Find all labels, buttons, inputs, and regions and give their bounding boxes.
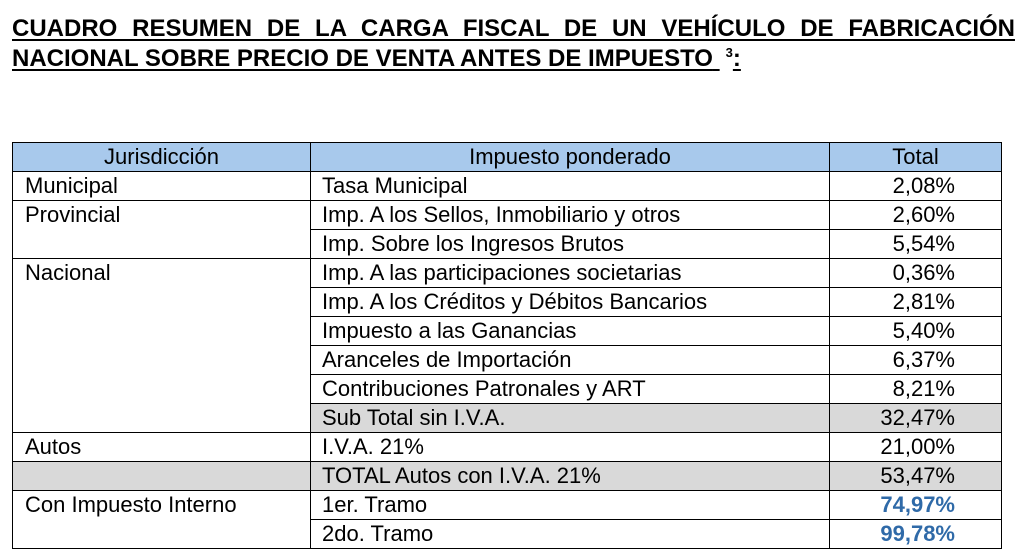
title-line-2: NACIONAL SOBRE PRECIO DE VENTA ANTES DE IMPUESTO $^3$: bbox=[12, 45, 741, 72]
title-line-1: CUADRO RESUMEN DE LA CARGA FISCAL DE UN VEHÍCULO DE FABRICACIÓN bbox=[12, 15, 1015, 42]
jurisdiccion-cell: Nacional bbox=[13, 259, 311, 288]
total-cell: 32,47% bbox=[830, 404, 1002, 433]
jurisdiccion-cell: Municipal bbox=[13, 172, 311, 201]
jurisdiccion-cell: Con Impuesto Interno bbox=[13, 491, 311, 520]
subtotal-row bbox=[13, 404, 1002, 433]
impuesto-cell: Imp. Sobre los Ingresos Brutos bbox=[311, 230, 830, 259]
total-cell: 8,21% bbox=[830, 375, 1002, 404]
impuesto-cell: Contribuciones Patronales y ART bbox=[311, 375, 830, 404]
total-row bbox=[13, 462, 1002, 491]
jurisdiccion-cell bbox=[13, 317, 311, 346]
jurisdiccion-cell bbox=[13, 520, 311, 549]
total-cell: 74,97% bbox=[830, 491, 1002, 520]
table-row bbox=[13, 346, 1002, 375]
table-header-row bbox=[13, 143, 1002, 172]
table-row bbox=[13, 520, 1002, 549]
table-row bbox=[13, 201, 1002, 230]
table-row bbox=[13, 491, 1002, 520]
impuesto-cell: Imp. A los Créditos y Débitos Bancarios bbox=[311, 288, 830, 317]
impuesto-cell: Aranceles de Importación bbox=[311, 346, 830, 375]
title-colon: : bbox=[732, 45, 741, 72]
jurisdiccion-cell: Autos bbox=[13, 433, 311, 462]
total-cell: 6,37% bbox=[830, 346, 1002, 375]
jurisdiccion-cell bbox=[13, 404, 311, 433]
jurisdiccion-cell bbox=[13, 346, 311, 375]
impuesto-cell: 1er. Tramo bbox=[311, 491, 830, 520]
total-cell: 2,81% bbox=[830, 288, 1002, 317]
jurisdiccion-cell bbox=[13, 288, 311, 317]
total-cell: 99,78% bbox=[830, 520, 1002, 549]
impuesto-cell: Imp. A las participaciones societarias bbox=[311, 259, 830, 288]
impuesto-cell: Impuesto a las Ganancias bbox=[311, 317, 830, 346]
table-row bbox=[13, 172, 1002, 201]
total-cell: 21,00% bbox=[830, 433, 1002, 462]
jurisdiccion-cell bbox=[13, 375, 311, 404]
jurisdiccion-cell bbox=[13, 462, 311, 491]
total-cell: 5,40% bbox=[830, 317, 1002, 346]
total-cell: 2,60% bbox=[830, 201, 1002, 230]
table-row bbox=[13, 433, 1002, 462]
impuesto-cell: Sub Total sin I.V.A. bbox=[311, 404, 830, 433]
impuesto-cell: I.V.A. 21% bbox=[311, 433, 830, 462]
title-line-2-text: NACIONAL SOBRE PRECIO DE VENTA ANTES DE IMPUESTO bbox=[12, 45, 713, 72]
table-row bbox=[13, 230, 1002, 259]
table-row bbox=[13, 375, 1002, 404]
jurisdiccion-cell: Provincial bbox=[13, 201, 311, 230]
total-cell: 0,36% bbox=[830, 259, 1002, 288]
total-cell: 2,08% bbox=[830, 172, 1002, 201]
impuesto-cell: Tasa Municipal bbox=[311, 172, 830, 201]
jurisdiccion-cell bbox=[13, 230, 311, 259]
total-cell: 5,54% bbox=[830, 230, 1002, 259]
impuesto-cell: TOTAL Autos con I.V.A. 21% bbox=[311, 462, 830, 491]
table-row bbox=[13, 288, 1002, 317]
impuesto-cell: Imp. A los Sellos, Inmobiliario y otros bbox=[311, 201, 830, 230]
total-cell: 53,47% bbox=[830, 462, 1002, 491]
document-title bbox=[12, 14, 1015, 74]
header-total: Total bbox=[830, 143, 1002, 172]
header-jurisdiccion: Jurisdicción bbox=[13, 143, 311, 172]
table-row bbox=[13, 259, 1002, 288]
impuesto-cell: 2do. Tramo bbox=[311, 520, 830, 549]
tax-summary-table bbox=[12, 142, 1002, 549]
table-row bbox=[13, 317, 1002, 346]
header-impuesto: Impuesto ponderado bbox=[311, 143, 830, 172]
